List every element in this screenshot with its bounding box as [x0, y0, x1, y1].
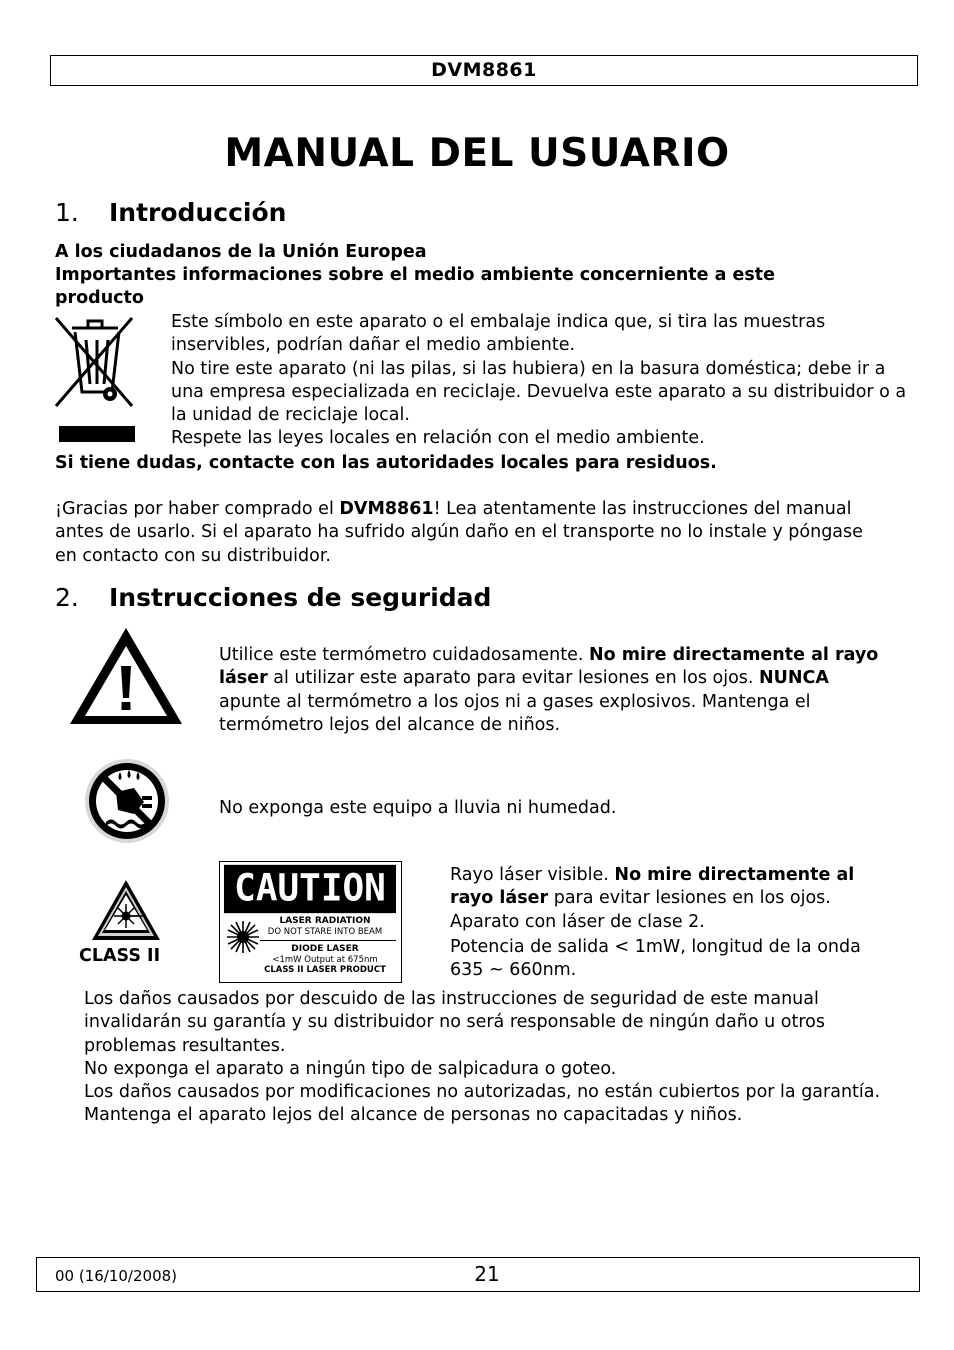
footer-box	[36, 1257, 920, 1292]
thanks-pre: ¡Gracias por haber comprado el	[55, 499, 340, 519]
caution-title: CAUTION	[224, 865, 396, 913]
thanks-paragraph	[55, 498, 875, 568]
rain-text: No exponga este equipo a lluvia ni humedad.	[219, 798, 617, 818]
safety-notes	[84, 988, 904, 1128]
model-name: DVM8861	[431, 58, 537, 81]
contact-note: Si tiene dudas, contacte con las autoridades locales para residuos.	[55, 453, 717, 473]
weee-text-3: Respete las leyes locales en relación con el medio ambiente.	[171, 428, 705, 449]
thanks-post: ! Lea atentamente las instrucciones del manual antes de usarlo. Si el aparato ha sufrido algún daño en el transporte no lo instale y póngase en contacto con su distribuidor.	[55, 499, 863, 566]
eu-heading-1: A los ciudadanos de la Unión Europea	[55, 242, 427, 262]
warning-t2: No mire directamente al rayo láser	[219, 645, 879, 689]
caution-line-5: CLASS II LASER PRODUCT	[264, 965, 386, 975]
section-2-title	[55, 582, 491, 614]
warning-text	[219, 644, 879, 737]
weee-text-2: No tire este aparato (ni las pilas, si las hubiera) en la basura doméstica; debe ir a una empresa especializada en reciclaje. Devuelva este aparato a su distribuidor o a la unidad de reciclaje local.	[171, 358, 907, 426]
warning-triangle-icon	[68, 626, 184, 726]
laser-starburst-icon	[226, 920, 260, 954]
section-2-number: 2.	[55, 583, 79, 612]
weee-text-1: Este símbolo en este aparato o el embalaje indica que, si tira las muestras inservibles, podrían dañar el medio ambiente.	[171, 312, 826, 356]
warning-t1: Utilice este termómetro cuidadosamente.	[219, 645, 590, 665]
weee-text	[171, 311, 911, 451]
section-1-heading: Introducción	[109, 198, 287, 227]
note-2: No exponga el aparato a ningún tipo de salpicadura o goteo.	[84, 1058, 617, 1079]
section-1-title	[55, 197, 286, 229]
caution-line-4: <1mW Output at 675nm	[272, 954, 378, 965]
laser-t4: Potencia de salida < 1mW, longitud de la onda 635 ~ 660nm.	[450, 936, 861, 981]
weee-bin-icon	[52, 314, 138, 446]
warning-t5: apunte al termómetro a los ojos ni a gases explosivos. Mantenga el termómetro lejos del alcance de niños.	[219, 691, 811, 735]
warning-t3: al utilizar este aparato para evitar lesiones en los ojos.	[267, 668, 760, 689]
header-box	[50, 55, 918, 86]
warning-t4: NUNCA	[759, 668, 829, 689]
laser-warning-icon	[90, 878, 162, 942]
page-number: 21	[474, 1262, 500, 1286]
caution-label	[219, 861, 402, 983]
footer-version: 00 (16/10/2008)	[55, 1267, 178, 1285]
section-1-number: 1.	[55, 198, 79, 227]
page-title: MANUAL DEL USUARIO	[224, 131, 730, 176]
caution-line-1: LASER RADIATION	[279, 916, 371, 926]
note-3: Los daños causados por modificaciones no autorizadas, no están cubiertos por la garantía.	[84, 1082, 881, 1103]
laser-t3: para evitar lesiones en los ojos. Aparato con láser de clase 2.	[450, 888, 831, 932]
thanks-model: DVM8861	[339, 499, 434, 519]
laser-text	[450, 864, 890, 982]
section-2-heading: Instrucciones de seguridad	[109, 583, 492, 612]
no-rain-icon	[84, 758, 170, 844]
class-ii-label: CLASS II	[79, 946, 161, 966]
laser-t1: Rayo láser visible.	[450, 865, 615, 885]
note-1: Los daños causados por descuido de las instrucciones de seguridad de este manual invalidarán su garantía y su distribuidor no será responsable de ningún daño u otros problemas resultantes.	[84, 989, 825, 1056]
note-4: Mantenga el aparato lejos del alcance de personas no capacitadas y niños.	[84, 1105, 743, 1126]
caution-line-2: DO NOT STARE INTO BEAM	[267, 926, 383, 937]
eu-heading-2: Importantes informaciones sobre el medio ambiente concerniente a este producto	[55, 265, 776, 309]
caution-line-3: DIODE LASER	[291, 944, 359, 954]
laser-t2: No mire directamente al rayo láser	[450, 865, 855, 909]
